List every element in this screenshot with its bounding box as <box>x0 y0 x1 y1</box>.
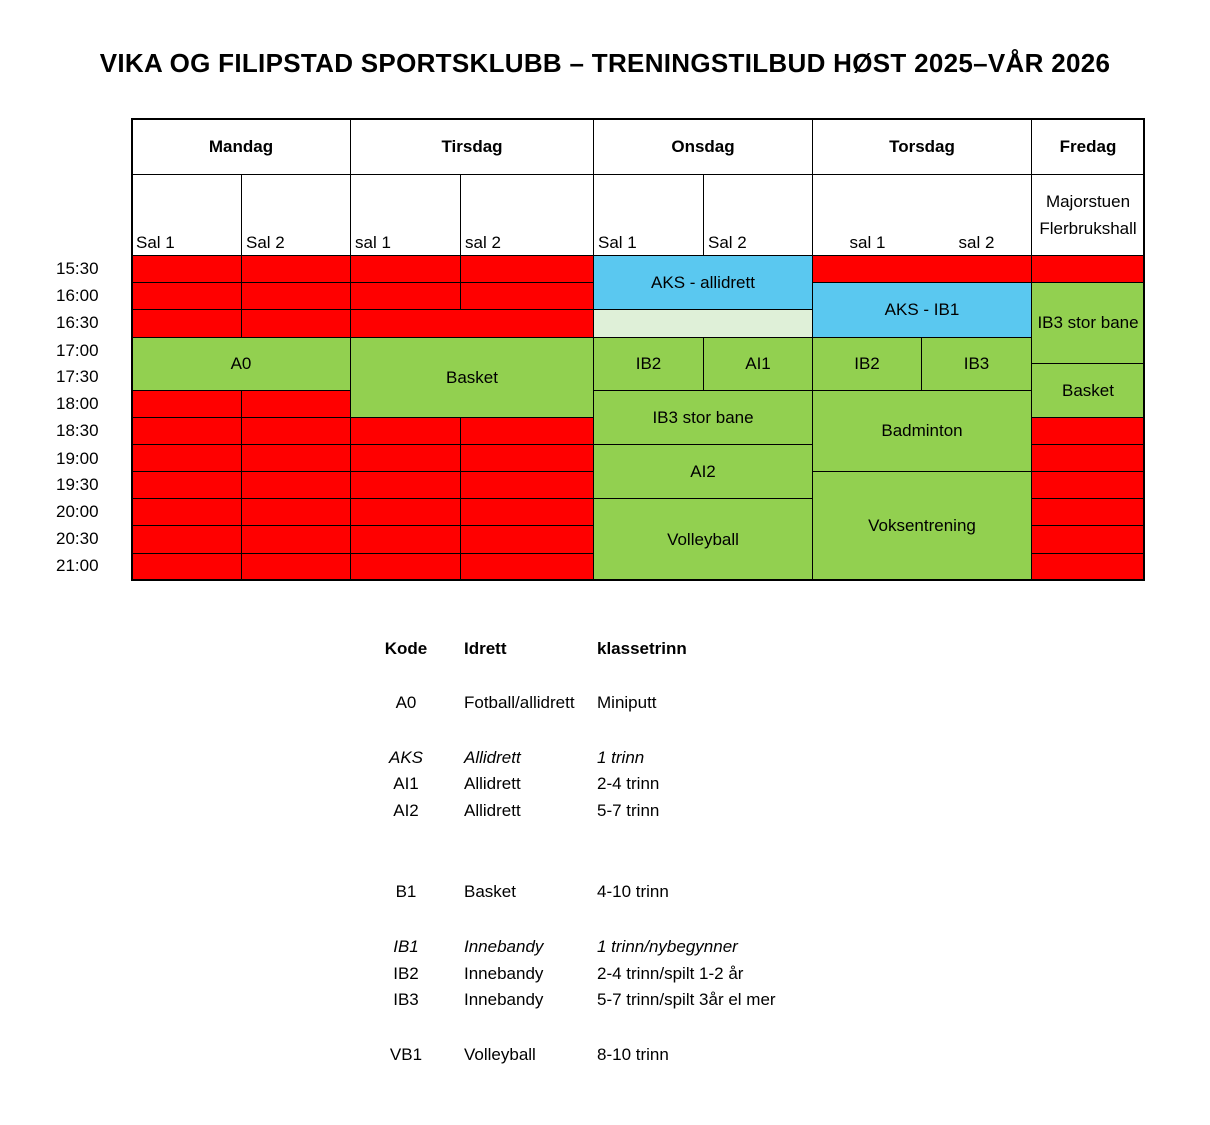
slot-unavailable <box>1031 417 1145 445</box>
slot-unavailable <box>460 553 594 581</box>
legend-level: 1 trinn <box>597 748 645 767</box>
slot-unavailable <box>241 444 351 472</box>
time-label: 18:30 <box>56 421 99 440</box>
activity-ib3-thursday: IB3 <box>921 337 1032 391</box>
time-label: 16:00 <box>56 286 99 305</box>
hall-tuesday-2: sal 2 <box>460 174 594 256</box>
activity-ib3-wednesday: IB3 stor bane <box>593 390 813 445</box>
activity-volleyball-wednesday: Volleyball <box>593 498 813 581</box>
slot-unavailable <box>131 498 242 526</box>
slot-unavailable <box>460 255 594 283</box>
page-title: VIKA OG FILIPSTAD SPORTSKLUBB – TRENINGSTILBUD HØST 2025–VÅR 2026 <box>99 48 1111 78</box>
slot-unavailable <box>131 444 242 472</box>
slot-unavailable <box>350 255 461 283</box>
legend-code: AKS <box>388 748 424 767</box>
slot-unavailable <box>460 471 594 499</box>
slot-unavailable <box>131 553 242 581</box>
legend-level: 1 trinn/nybegynner <box>597 937 738 956</box>
activity-ib3-friday: IB3 stor bane <box>1031 282 1145 364</box>
hall-wednesday-2: Sal 2 <box>703 174 813 256</box>
legend-sport: Innebandy <box>464 937 544 956</box>
slot-unavailable <box>241 525 351 554</box>
slot-unavailable <box>350 417 461 445</box>
legend-sport: Allidrett <box>464 748 521 767</box>
slot-unavailable <box>350 282 461 310</box>
slot-unavailable <box>1031 498 1145 526</box>
activity-a0-monday: A0 <box>131 337 351 391</box>
slot-unavailable <box>131 390 242 418</box>
slot-unavailable <box>131 417 242 445</box>
slot-unavailable <box>241 553 351 581</box>
legend-code: IB1 <box>393 937 419 956</box>
legend-code: A0 <box>395 693 417 712</box>
legend-sport: Allidrett <box>464 801 521 820</box>
hall-monday-2: Sal 2 <box>241 174 351 256</box>
hall-monday-1: Sal 1 <box>131 174 242 256</box>
slot-unavailable <box>241 498 351 526</box>
time-label: 16:30 <box>56 313 99 332</box>
slot-unavailable <box>1031 444 1145 472</box>
time-label: 20:00 <box>56 502 99 521</box>
legend-header-sport: Idrett <box>464 639 507 658</box>
slot-unavailable <box>460 525 594 554</box>
legend-level: 8-10 trinn <box>597 1045 669 1064</box>
slot-unavailable <box>460 282 594 310</box>
legend-sport: Basket <box>464 882 516 901</box>
slot-unavailable <box>460 444 594 472</box>
legend-level: 5-7 trinn/spilt 3år el mer <box>597 990 776 1009</box>
slot-unavailable <box>1031 255 1145 283</box>
legend-sport: Innebandy <box>464 990 544 1009</box>
time-label: 15:30 <box>56 259 99 278</box>
day-header-monday: Mandag <box>131 118 351 175</box>
slot-unavailable <box>241 282 351 310</box>
slot-unavailable <box>131 471 242 499</box>
hall-thursday <box>812 174 1032 256</box>
legend-level: 5-7 trinn <box>597 801 660 820</box>
slot-unavailable <box>241 255 351 283</box>
legend-level: 2-4 trinn/spilt 1-2 år <box>597 964 744 983</box>
hall-friday-line2: Flerbrukshall <box>1039 219 1137 238</box>
time-label: 17:00 <box>56 341 99 360</box>
slot-unavailable <box>1031 471 1145 499</box>
time-label: 17:30 <box>56 367 99 386</box>
slot-unavailable <box>350 309 594 338</box>
time-label: 18:00 <box>56 394 99 413</box>
day-header-tuesday: Tirsdag <box>350 118 594 175</box>
slot-unavailable <box>241 309 351 338</box>
time-label: 21:00 <box>56 556 99 575</box>
slot-unavailable <box>350 498 461 526</box>
activity-ai2-wednesday: AI2 <box>593 444 813 499</box>
day-header-thursday: Torsdag <box>812 118 1032 175</box>
legend-sport: Fotball/allidrett <box>464 693 575 712</box>
slot-unavailable <box>131 309 242 338</box>
activity-aks-ib1-thursday: AKS - IB1 <box>812 282 1032 338</box>
slot-unavailable <box>350 471 461 499</box>
hall-wednesday-1: Sal 1 <box>593 174 704 256</box>
activity-voksentrening-thursday: Voksentrening <box>812 471 1032 581</box>
hall-friday-line1: Majorstuen <box>1045 192 1131 211</box>
legend-level: Miniputt <box>597 693 657 712</box>
activity-basket-tuesday: Basket <box>350 337 594 418</box>
slot-unavailable <box>131 282 242 310</box>
legend-header-code: Kode <box>384 639 428 658</box>
slot-unavailable <box>812 255 1032 283</box>
legend-header-level: klassetrinn <box>597 639 687 658</box>
legend-sport: Allidrett <box>464 774 521 793</box>
slot-unavailable <box>1031 525 1145 554</box>
slot-unavailable <box>350 553 461 581</box>
legend-level: 2-4 trinn <box>597 774 660 793</box>
slot-unavailable <box>460 417 594 445</box>
slot-unavailable <box>350 444 461 472</box>
activity-ai1-wednesday: AI1 <box>703 337 813 391</box>
slot-unavailable <box>131 525 242 554</box>
day-header-wednesday: Onsdag <box>593 118 813 175</box>
hall-friday <box>1031 174 1145 256</box>
slot-unavailable <box>241 471 351 499</box>
legend-code: AI1 <box>393 774 419 793</box>
time-label: 19:30 <box>56 475 99 494</box>
activity-badminton-thursday: Badminton <box>812 390 1032 472</box>
legend-sport: Innebandy <box>464 964 544 983</box>
activity-ib2-wednesday: IB2 <box>593 337 704 391</box>
legend-code: IB2 <box>393 964 419 983</box>
slot-unavailable <box>460 498 594 526</box>
activity-aks-wednesday: AKS - allidrett <box>593 255 813 310</box>
time-label: 20:30 <box>56 529 99 548</box>
activity-ib2-thursday: IB2 <box>812 337 922 391</box>
time-label: 19:00 <box>56 449 99 468</box>
legend-code: AI2 <box>393 801 419 820</box>
hall-tuesday-1: sal 1 <box>350 174 461 256</box>
slot-unavailable <box>350 525 461 554</box>
slot-unavailable <box>131 255 242 283</box>
slot-unavailable <box>241 390 351 418</box>
legend-level: 4-10 trinn <box>597 882 669 901</box>
hall-thursday-2: sal 2 <box>958 233 995 252</box>
legend-code: VB1 <box>389 1045 423 1064</box>
legend-code: B1 <box>395 882 417 901</box>
day-header-friday: Fredag <box>1031 118 1145 175</box>
activity-basket-friday: Basket <box>1031 363 1145 418</box>
slot-free <box>593 309 813 338</box>
slot-unavailable <box>241 417 351 445</box>
hall-thursday-1: sal 1 <box>849 233 886 252</box>
slot-unavailable <box>1031 553 1145 581</box>
legend-code: IB3 <box>393 990 419 1009</box>
legend-sport: Volleyball <box>464 1045 536 1064</box>
